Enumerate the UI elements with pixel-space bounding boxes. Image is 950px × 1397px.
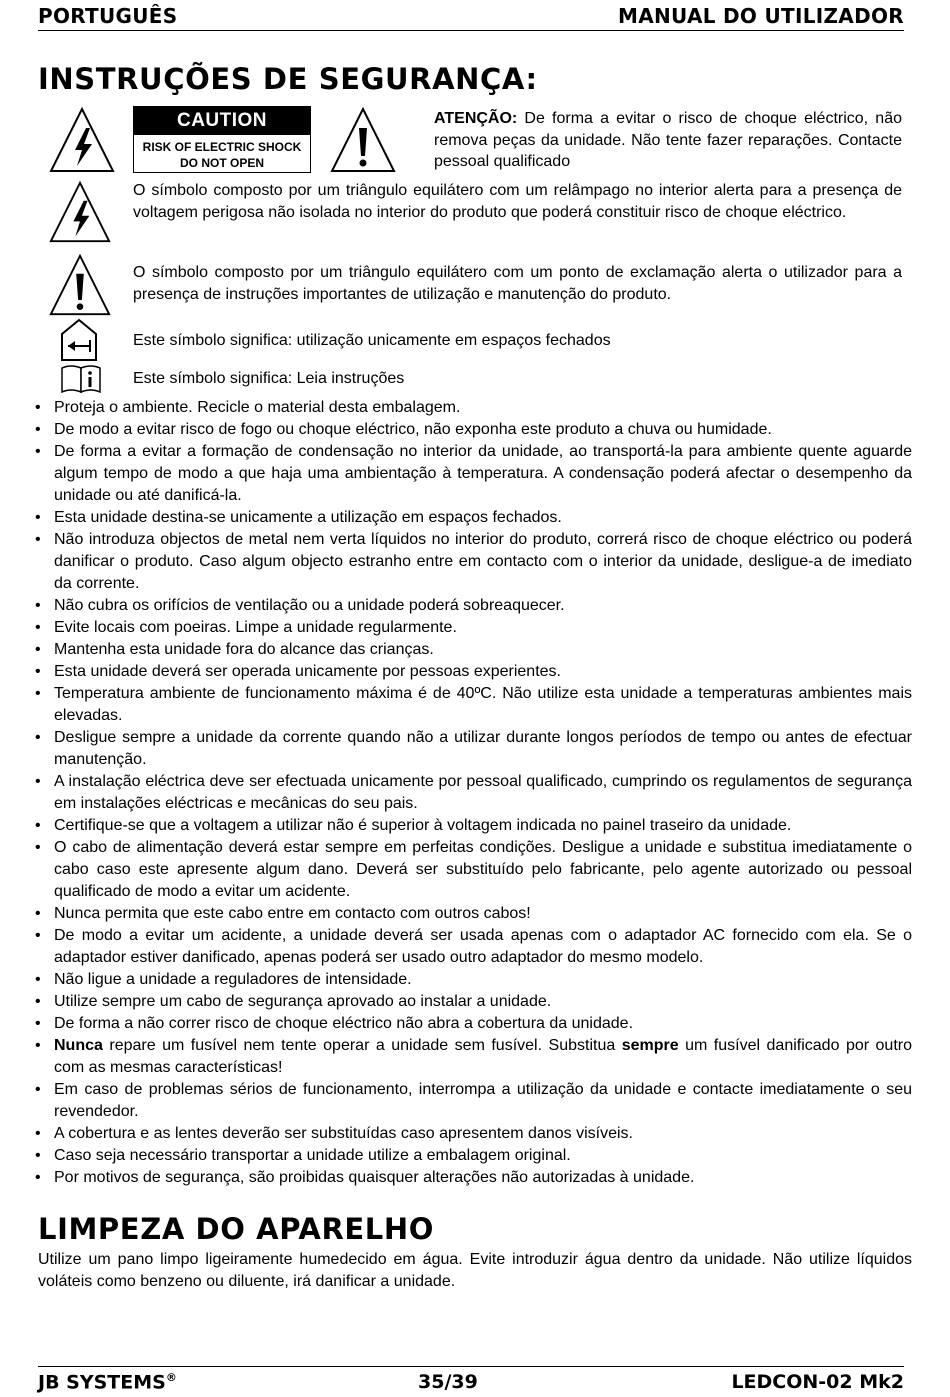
registered-mark: ® xyxy=(165,1371,177,1384)
fuse-text-2: um fusível danificado por outro com as mesmas características! xyxy=(54,1037,913,1076)
header-language: PORTUGUÊS xyxy=(38,4,178,28)
list-item: • Em caso de problemas sérios de funcionamento, interrompa a utilização da unidade e contacte imediatamente o seu revendedor. xyxy=(33,1079,912,1123)
electric-shock-warning-icon xyxy=(48,106,116,174)
lightning-triangle-icon xyxy=(48,180,112,244)
fuse-always-emphasis: sempre xyxy=(621,1037,679,1054)
list-item: • Esta unidade destina-se unicamente a utilização em espaços fechados. xyxy=(33,507,912,529)
caution-line-2: DO NOT OPEN xyxy=(179,156,264,170)
brand-name: JB SYSTEMS xyxy=(38,1371,166,1394)
list-item: • Proteja o ambiente. Recicle o material desta embalagem. xyxy=(33,397,912,419)
exclamation-triangle-icon xyxy=(48,253,112,317)
list-item: • Esta unidade deverá ser operada unicamente por pessoas experientes. xyxy=(33,661,912,683)
cleaning-text: Utilize um pano limpo ligeiramente humedecido em água. Evite introduzir água dentro da unidade. Não utilize líquidos voláteis como benzeno ou diluente, irá danificar a unidade. xyxy=(38,1251,912,1290)
page-header xyxy=(38,4,904,31)
manual-symbol-text: Este símbolo significa: Leia instruções xyxy=(133,370,405,387)
list-item: • De forma a evitar a formação de condensação no interior da unidade, ao transportá-la para ambiente quente aguarde algum tempo de modo a que haja uma ambientação à temperatura. A condensação poderá afectar o desempenho da unidade ou até danificá-la. xyxy=(33,441,912,507)
fuse-list-item xyxy=(33,1035,912,1079)
list-item: • A instalação eléctrica deve ser efectuada unicamente por pessoal qualificado, cumprindo os regulamentos de segurança em instalações eléctricas e mecânicas do seu pais. xyxy=(33,771,912,815)
caution-line-1: RISK OF ELECTRIC SHOCK xyxy=(142,140,302,154)
fuse-never-emphasis: Nunca xyxy=(54,1037,103,1054)
lightning-symbol-text: O símbolo composto por um triângulo equilátero com um relâmpago no interior alerta para a presença de voltagem perigosa não isolada no interior do produto que poderá constituir risco de choque eléctrico. xyxy=(133,182,902,221)
indoor-use-icon xyxy=(60,318,98,362)
list-item: • Evite locais com poeiras. Limpe a unidade regularmente. xyxy=(33,617,912,639)
list-item: • Certifique-se que a voltagem a utilizar não é superior à voltagem indicada no painel traseiro da unidade. xyxy=(33,815,912,837)
footer-brand xyxy=(38,1371,177,1393)
list-item: • Não ligue a unidade a reguladores de intensidade. xyxy=(33,969,912,991)
list-item: • De forma a não correr risco de choque eléctrico não abra a cobertura da unidade. xyxy=(33,1013,912,1035)
safety-section-title: INSTRUÇÕES DE SEGURANÇA: xyxy=(38,62,538,96)
caution-label xyxy=(133,106,311,173)
list-item: • Desligue sempre a unidade da corrente quando não a utilizar durante longos períodos de tempo ou antes de efectuar manutenção. xyxy=(33,727,912,771)
page-number: 35/39 xyxy=(418,1371,478,1393)
cleaning-section-title: LIMPEZA DO APARELHO xyxy=(38,1212,435,1246)
indoor-symbol-text: Este símbolo significa: utilização unicamente em espaços fechados xyxy=(133,332,611,349)
list-item: • Temperatura ambiente de funcionamento máxima é de 40ºC. Não utilize esta unidade a temperaturas ambientes mais elevadas. xyxy=(33,683,912,727)
footer-model: LEDCON-02 Mk2 xyxy=(731,1371,904,1393)
list-item: • Nunca permita que este cabo entre em contacto com outros cabos! xyxy=(33,903,912,925)
exclamation-warning-icon xyxy=(329,106,397,174)
list-item: • Utilize sempre um cabo de segurança aprovado ao instalar a unidade. xyxy=(33,991,912,1013)
list-item: • Por motivos de segurança, são proibidas quaisquer alterações não autorizadas à unidade. xyxy=(33,1167,912,1189)
attention-label: ATENÇÃO: xyxy=(434,110,518,127)
read-manual-icon xyxy=(60,364,102,394)
list-item: • A cobertura e as lentes deverão ser substituídas caso apresentem danos visíveis. xyxy=(33,1123,912,1145)
list-item: • De modo a evitar risco de fogo ou choque eléctrico, não exponha este produto a chuva ou humidade. xyxy=(33,419,912,441)
fuse-text-1: repare um fusível nem tente operar a unidade sem fusível. Substitua xyxy=(102,1037,622,1054)
attention-text xyxy=(434,108,902,173)
safety-bullet-list xyxy=(33,397,912,1189)
attention-body: De forma a evitar o risco de choque eléctrico, não remova peças da unidade. Não tente fazer reparações. Contacte pessoal qualificado xyxy=(434,110,902,170)
list-item: • Não introduza objectos de metal nem verta líquidos no interior do produto, correrá risco de choque eléctrico ou poderá danificar o produto. Caso algum objecto estranho entre em contacto com o interior da unidade, desligue-a de imediato da corrente. xyxy=(33,529,912,595)
caution-title: CAUTION xyxy=(134,107,310,135)
list-item: • De modo a evitar um acidente, a unidade deverá ser usada apenas com o adaptador AC fornecido com ela. Se o adaptador estiver danificado, apenas poderá ser usado outro adaptador do mesmo modelo. xyxy=(33,925,912,969)
header-manual-title: MANUAL DO UTILIZADOR xyxy=(618,4,904,28)
page-footer xyxy=(38,1366,904,1395)
exclamation-symbol-text: O símbolo composto por um triângulo equilátero com um ponto de exclamação alerta o utilizador para a presença de instruções importantes de utilização e manutenção do produto. xyxy=(133,264,902,303)
list-item: • Caso seja necessário transportar a unidade utilize a embalagem original. xyxy=(33,1145,912,1167)
list-item: • Não cubra os orifícios de ventilação ou a unidade poderá sobreaquecer. xyxy=(33,595,912,617)
list-item: • O cabo de alimentação deverá estar sempre em perfeitas condições. Desligue a unidade e substitua imediatamente o cabo caso este apresente algum dano. Deverá ser substituído pelo fabricante, pelo agente autorizado ou pessoal qualificado de modo a evitar um acidente. xyxy=(33,837,912,903)
list-item: • Mantenha esta unidade fora do alcance das crianças. xyxy=(33,639,912,661)
